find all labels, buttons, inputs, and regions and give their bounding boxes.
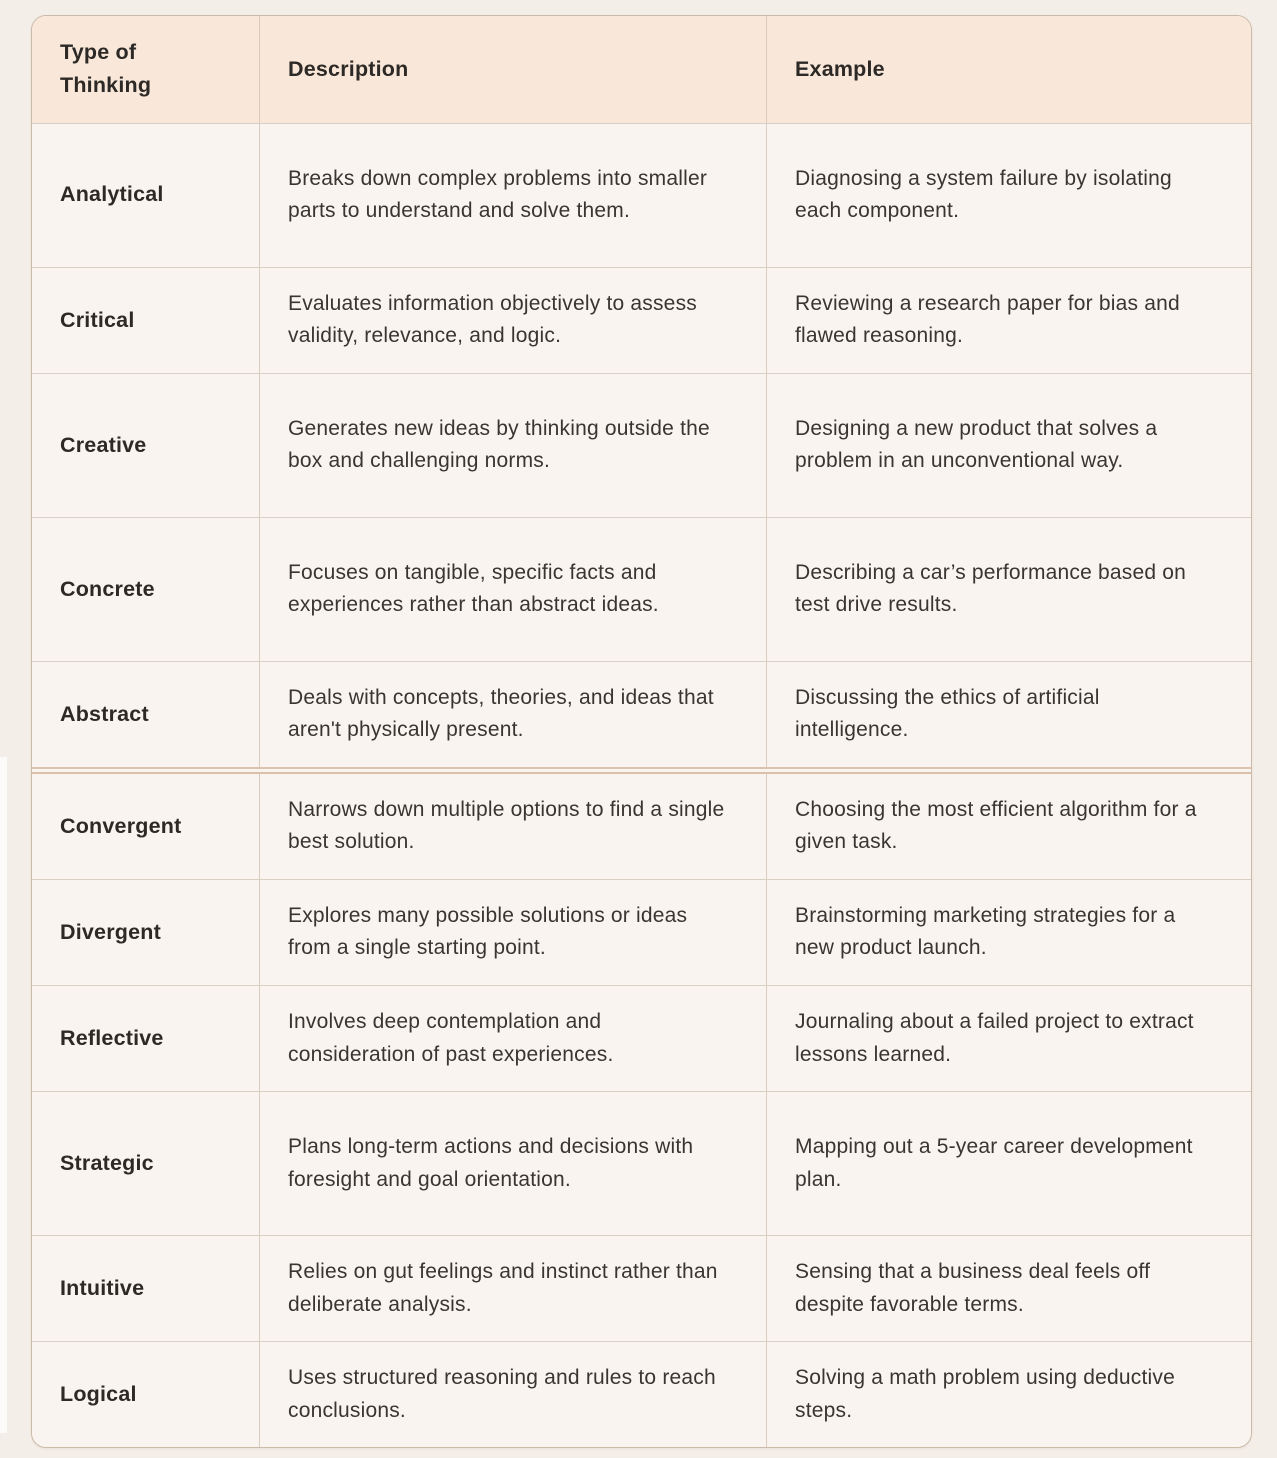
example-text: Brainstorming marketing strategies for a new product launch.	[795, 903, 1176, 960]
cell-example	[766, 662, 1251, 767]
cell-example	[766, 986, 1251, 1091]
cell-description	[259, 1236, 766, 1341]
table-row-concrete	[32, 517, 1251, 661]
description-text: Breaks down complex problems into smaller parts to understand and solve them.	[288, 166, 708, 223]
cell-type	[32, 1236, 259, 1341]
header-description-label: Description	[288, 56, 409, 81]
example-text: Designing a new product that solves a problem in an unconventional way.	[795, 416, 1158, 473]
cell-description	[259, 124, 766, 267]
cell-description	[259, 374, 766, 517]
cell-example	[766, 1092, 1251, 1235]
header-description	[259, 16, 766, 123]
example-text: Diagnosing a system failure by isolating each component.	[795, 166, 1172, 223]
cell-type	[32, 124, 259, 267]
description-text: Plans long-term actions and decisions with foresight and goal orientation.	[288, 1135, 694, 1191]
type-label: Intuitive	[60, 1275, 145, 1300]
table-row-intuitive	[32, 1235, 1251, 1341]
cell-description	[259, 880, 766, 985]
cell-type	[32, 662, 259, 767]
cell-example	[766, 774, 1251, 879]
cell-description	[259, 1092, 766, 1235]
cell-description	[259, 986, 766, 1091]
table-row-divergent	[32, 879, 1251, 985]
type-label: Reflective	[60, 1025, 164, 1050]
cell-type	[32, 880, 259, 985]
description-text: Focuses on tangible, specific facts and experiences rather than abstract ideas.	[288, 560, 659, 617]
cell-example	[766, 1342, 1251, 1447]
type-label: Strategic	[60, 1150, 154, 1175]
cell-type	[32, 1342, 259, 1447]
table-row-creative	[32, 373, 1251, 517]
example-text: Describing a car’s performance based on test drive results.	[795, 560, 1187, 617]
cell-example	[766, 518, 1251, 661]
table-row-reflective	[32, 985, 1251, 1091]
example-text: Journaling about a failed project to extract lessons learned.	[795, 1010, 1194, 1066]
cell-example	[766, 374, 1251, 517]
description-text: Explores many possible solutions or ideas from a single starting point.	[288, 903, 688, 960]
cell-type	[32, 986, 259, 1091]
table-row-strategic	[32, 1091, 1251, 1235]
type-label: Analytical	[60, 182, 164, 207]
cell-type	[32, 518, 259, 661]
example-text: Sensing that a business deal feels off despite favorable terms.	[795, 1260, 1151, 1316]
description-text: Involves deep contemplation and consideration of past experiences.	[288, 1010, 614, 1066]
cell-description	[259, 774, 766, 879]
cell-type	[32, 1092, 259, 1235]
example-text: Solving a math problem using deductive steps.	[795, 1366, 1175, 1422]
cell-example	[766, 1236, 1251, 1341]
table-row-logical	[32, 1341, 1251, 1447]
cell-type	[32, 374, 259, 517]
header-type-of-thinking-label: Type of Thinking	[60, 40, 152, 98]
table-row-abstract	[32, 661, 1251, 767]
example-text: Discussing the ethics of artificial intelligence.	[795, 685, 1100, 742]
cell-type	[32, 774, 259, 879]
cell-example	[766, 880, 1251, 985]
header-example-label: Example	[795, 56, 885, 81]
type-label: Concrete	[60, 576, 155, 601]
type-label: Abstract	[60, 701, 149, 726]
cell-description	[259, 268, 766, 373]
header-example	[766, 16, 1251, 123]
example-text: Reviewing a research paper for bias and flawed reasoning.	[795, 291, 1180, 348]
type-label: Logical	[60, 1382, 137, 1407]
cell-description	[259, 518, 766, 661]
header-type-of-thinking	[32, 16, 259, 123]
type-label: Critical	[60, 307, 135, 332]
type-label: Divergent	[60, 919, 161, 944]
cell-example	[766, 268, 1251, 373]
table-row-analytical	[32, 124, 1251, 267]
example-text: Choosing the most efficient algorithm for a given task.	[795, 797, 1197, 854]
page-edge-artifact	[0, 757, 7, 1433]
example-text: Mapping out a 5-year career development plan.	[795, 1135, 1193, 1191]
description-text: Evaluates information objectively to assess validity, relevance, and logic.	[288, 291, 697, 348]
type-label: Convergent	[60, 813, 182, 838]
table-header-row	[32, 16, 1251, 124]
type-label: Creative	[60, 432, 147, 457]
cell-example	[766, 124, 1251, 267]
cell-description	[259, 662, 766, 767]
table-row-convergent	[32, 774, 1251, 879]
cell-description	[259, 1342, 766, 1447]
screenshot-stitch-seam	[32, 767, 1251, 774]
description-text: Narrows down multiple options to find a single best solution.	[288, 797, 725, 854]
description-text: Relies on gut feelings and instinct rather than deliberate analysis.	[288, 1260, 718, 1316]
description-text: Generates new ideas by thinking outside the box and challenging norms.	[288, 416, 710, 473]
description-text: Deals with concepts, theories, and ideas that aren't physically present.	[288, 685, 714, 742]
description-text: Uses structured reasoning and rules to reach conclusions.	[288, 1366, 716, 1422]
table-row-critical	[32, 267, 1251, 373]
thinking-types-table	[31, 15, 1252, 1448]
cell-type	[32, 268, 259, 373]
